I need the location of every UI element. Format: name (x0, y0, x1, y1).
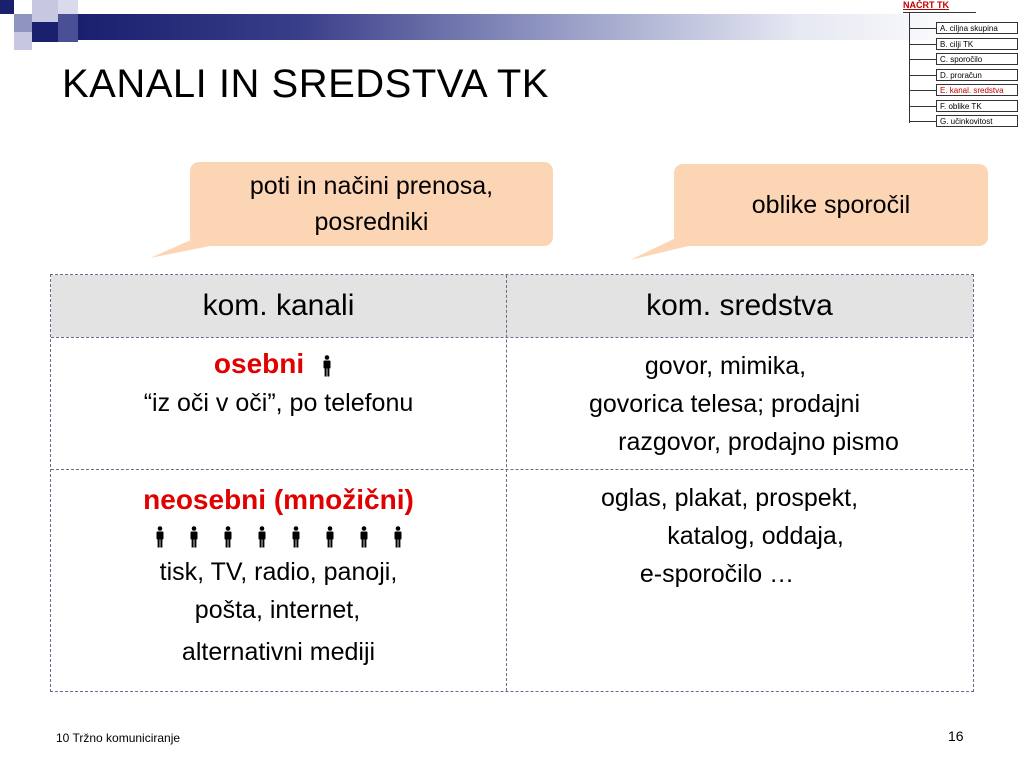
outline-connector (909, 59, 936, 60)
decor-square (14, 32, 32, 50)
person-icon (155, 526, 165, 548)
table-cell-mass-means (506, 479, 973, 593)
personal-title: osebni (213, 348, 305, 379)
callout-message-forms-text: oblike sporočil (751, 191, 911, 219)
outline-item[interactable]: E. kanal. sredstva (936, 84, 1018, 96)
decor-square (58, 0, 78, 14)
personal-description: “iz oči v oči”, po telefonu (143, 389, 414, 417)
table-cell-mass (51, 481, 506, 671)
outline-title[interactable]: NAČRT TK (903, 0, 949, 10)
person-icon (189, 526, 199, 548)
person-icons (311, 351, 343, 379)
table-header-means-label: kom. sredstva (646, 289, 833, 322)
outline-connector (909, 75, 936, 76)
means-line: katalog, oddaja, (667, 522, 844, 550)
table-header-channels (51, 275, 506, 337)
person-icon (322, 355, 332, 377)
outline-item[interactable]: A. ciljna skupina (936, 22, 1018, 34)
outline-connector (903, 12, 976, 13)
header-gradient-bar (78, 14, 978, 40)
person-icon (325, 526, 335, 548)
decor-square (14, 14, 32, 32)
mass-media-line: alternativni mediji (181, 638, 376, 666)
outline-item[interactable]: B. cilji TK (936, 38, 1018, 50)
person-icons (51, 519, 506, 553)
decor-square (32, 0, 58, 22)
mass-title: neosebni (množični) (143, 484, 414, 515)
decor-square (58, 14, 78, 42)
decor-square (0, 0, 14, 14)
person-icon (257, 526, 267, 548)
means-line: e-sporočilo … (639, 560, 795, 588)
outline-connector (909, 106, 936, 107)
means-line: govorica telesa; prodajni (589, 390, 860, 418)
page-title: KANALI IN SREDSTVA TK (62, 62, 549, 106)
means-line: razgovor, prodajno pismo (618, 428, 899, 456)
person-icon (359, 526, 369, 548)
callout-channels-line1: poti in načini prenosa, (249, 172, 494, 200)
footer-course-name: 10 Tržno komuniciranje (56, 731, 181, 745)
outline-item[interactable]: F. oblike TK (936, 100, 1018, 112)
channels-table (50, 274, 974, 692)
person-icon (393, 526, 403, 548)
table-cell-personal-means (506, 347, 973, 461)
person-icon (291, 526, 301, 548)
table-divider (51, 469, 973, 470)
outline-item[interactable]: G. učinkovitost (936, 115, 1018, 127)
mass-media-line: pošta, internet, (194, 596, 361, 624)
callout-channels-line2: posredniki (314, 208, 429, 236)
personal-title-line (51, 345, 506, 384)
decor-square (32, 22, 58, 42)
person-icon (223, 526, 233, 548)
callout-message-forms (674, 164, 988, 246)
page-number: 16 (948, 728, 964, 744)
means-line: govor, mimika, (644, 352, 807, 380)
outline-connector (909, 121, 936, 122)
table-header-means (506, 275, 973, 337)
table-divider (51, 337, 973, 338)
mass-media-line: tisk, TV, radio, panoji, (159, 558, 398, 586)
means-line: oglas, plakat, prospekt, (600, 484, 859, 512)
table-cell-personal (51, 345, 506, 422)
outline-item[interactable]: D. proračun (936, 69, 1018, 81)
outline-connector (909, 44, 936, 45)
callout-channels (190, 162, 553, 246)
outline-connector (909, 90, 936, 91)
outline-item[interactable]: C. sporočilo (936, 53, 1018, 65)
outline-connector (909, 28, 936, 29)
table-header-channels-label: kom. kanali (202, 289, 355, 322)
